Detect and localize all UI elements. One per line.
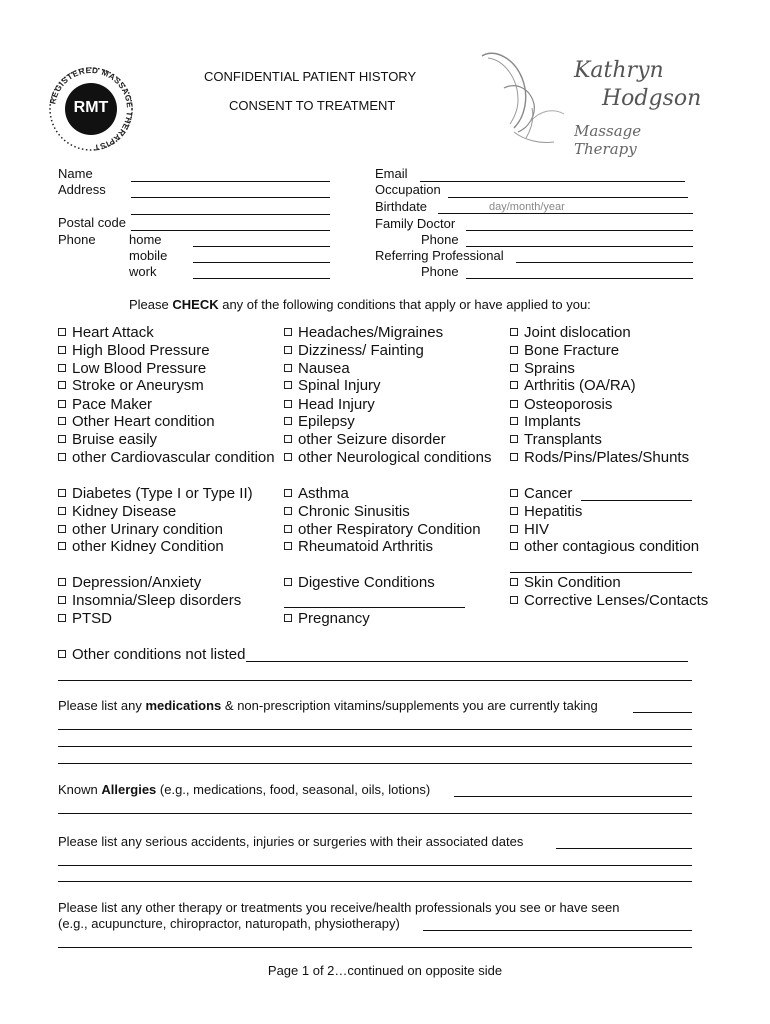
meds-post: & non-prescription vitamins/supplements you are currently taking [221, 698, 598, 713]
medications-question [58, 698, 598, 713]
phone-work-field[interactable] [193, 278, 330, 279]
condition-label: Chronic Sinusitis [298, 503, 410, 520]
checkbox-icon[interactable] [510, 578, 518, 586]
condition-label: Arthritis (OA/RA) [524, 377, 636, 394]
condition-label: Digestive Conditions [298, 574, 435, 591]
checkbox-icon[interactable] [58, 542, 66, 550]
condition-label: Osteoporosis [524, 396, 613, 413]
condition-label: Headaches/Migraines [298, 324, 444, 341]
condition-checkbox[interactable] [58, 342, 210, 359]
allergy-post: (e.g., medications, food, seasonal, oils, lotions) [156, 782, 431, 797]
condition-checkbox[interactable] [58, 538, 224, 555]
checkbox-icon[interactable] [284, 507, 292, 515]
allergies-field-0[interactable] [454, 796, 692, 797]
condition-label: Insomnia/Sleep disorders [72, 592, 242, 609]
condition-checkbox[interactable] [284, 538, 433, 555]
cancer-type-field[interactable] [581, 500, 692, 501]
checkbox-icon[interactable] [284, 578, 292, 586]
medications-field-2[interactable] [58, 746, 692, 747]
condition-label: Head Injury [298, 396, 375, 413]
calla-lily-logo-icon [474, 48, 584, 153]
condition-label: Sprains [524, 360, 575, 377]
condition-checkbox[interactable] [510, 538, 699, 555]
checkbox-icon[interactable] [58, 364, 66, 372]
checkbox-icon[interactable] [58, 328, 66, 336]
referring-phone-field[interactable] [466, 278, 693, 279]
address-field-1[interactable] [131, 197, 330, 198]
birthdate-hint: day/month/year [489, 201, 565, 213]
injuries-field-0[interactable] [556, 848, 692, 849]
checkbox-icon[interactable] [284, 489, 292, 497]
condition-label: other contagious condition [524, 538, 700, 555]
condition-checkbox[interactable] [284, 503, 410, 520]
checkbox-icon[interactable] [510, 364, 518, 372]
condition-label: Corrective Lenses/Contacts [524, 592, 709, 609]
referring-professional-field[interactable] [516, 262, 693, 263]
therapy-question-line1: Please list any other therapy or treatments you receive/health professionals you see or have seen [58, 900, 620, 915]
other-conditions-field-2[interactable] [58, 680, 692, 681]
address-label: Address [58, 182, 106, 197]
phone-label: Phone [58, 232, 96, 247]
condition-label: Joint dislocation [524, 324, 631, 341]
condition-checkbox[interactable] [58, 485, 253, 502]
checkbox-icon[interactable] [510, 507, 518, 515]
condition-checkbox[interactable] [58, 377, 204, 394]
checkbox-icon[interactable] [58, 381, 66, 389]
injuries-field-1[interactable] [58, 865, 692, 866]
condition-checkbox[interactable] [284, 377, 381, 394]
contagious-condition-field[interactable] [510, 572, 692, 573]
postal-code-label: Postal code [58, 215, 126, 230]
seal-label: RMT [73, 99, 109, 116]
referring-phone-label: Phone [421, 264, 459, 279]
checkbox-icon[interactable] [510, 381, 518, 389]
phone-home-label: home [129, 232, 162, 247]
seal-ring-text: REGISTERED MASSAGE THERAPIST [48, 66, 134, 152]
business-logo [474, 48, 704, 158]
condition-checkbox[interactable] [58, 592, 241, 609]
condition-checkbox[interactable] [510, 377, 636, 394]
condition-checkbox[interactable] [510, 485, 572, 502]
condition-checkbox[interactable] [58, 521, 223, 538]
condition-label: other Cardiovascular condition [72, 449, 275, 466]
condition-checkbox[interactable] [510, 521, 549, 538]
condition-checkbox[interactable] [284, 574, 435, 591]
checkbox-icon[interactable] [284, 453, 292, 461]
allergies-question [58, 782, 430, 797]
condition-label: Implants [524, 413, 581, 430]
phone-work-label: work [129, 264, 157, 279]
therapy-field-1[interactable] [58, 947, 692, 948]
checkbox-icon[interactable] [510, 400, 518, 408]
condition-checkbox[interactable] [58, 324, 154, 341]
address-field-2[interactable] [131, 214, 330, 215]
condition-label: Other conditions not listed [72, 646, 246, 663]
form-subtitle: CONSENT TO TREATMENT [229, 98, 396, 113]
checkbox-icon[interactable] [510, 453, 518, 461]
phone-mobile-field[interactable] [193, 262, 330, 263]
condition-checkbox-other[interactable] [58, 646, 245, 663]
checkbox-icon[interactable] [284, 400, 292, 408]
condition-label: Low Blood Pressure [72, 360, 207, 377]
condition-label: Nausea [298, 360, 350, 377]
condition-label: Pregnancy [298, 610, 370, 627]
condition-label: HIV [524, 521, 550, 538]
email-field[interactable] [420, 181, 685, 182]
condition-label: other Neurological conditions [298, 449, 492, 466]
condition-label: Rheumatoid Arthritis [298, 538, 434, 555]
logo-name-last: Hodgson [602, 86, 702, 111]
checkbox-icon[interactable] [58, 489, 66, 497]
condition-checkbox[interactable] [510, 592, 708, 609]
condition-label: Bone Fracture [524, 342, 620, 359]
condition-label: Heart Attack [72, 324, 154, 341]
checkbox-icon[interactable] [510, 417, 518, 425]
name-label: Name [58, 166, 93, 181]
condition-checkbox[interactable] [58, 610, 112, 627]
condition-checkbox[interactable] [510, 449, 689, 466]
logo-name-first: Kathryn [574, 58, 664, 83]
check-intro-bold: CHECK [172, 297, 219, 312]
medications-field-1[interactable] [58, 729, 692, 730]
checkbox-icon[interactable] [284, 542, 292, 550]
phone-mobile-label: mobile [129, 248, 168, 263]
checkbox-icon[interactable] [284, 364, 292, 372]
page-footer: Page 1 of 2…continued on opposite side [267, 963, 503, 978]
checkbox-icon[interactable] [58, 650, 66, 658]
checkbox-icon[interactable] [58, 614, 66, 622]
condition-checkbox[interactable] [58, 449, 275, 466]
condition-label: Stroke or Aneurysm [72, 377, 204, 394]
condition-label: Depression/Anxiety [72, 574, 202, 591]
family-doctor-field[interactable] [466, 230, 693, 231]
condition-checkbox[interactable] [510, 413, 581, 430]
checkbox-icon[interactable] [510, 596, 518, 604]
meds-bold: medications [145, 698, 222, 713]
condition-checkbox[interactable] [510, 342, 619, 359]
birthdate-label: Birthdate [375, 199, 428, 214]
checkbox-icon[interactable] [284, 417, 292, 425]
condition-checkbox[interactable] [284, 342, 424, 359]
checkbox-icon[interactable] [510, 489, 518, 497]
birthdate-field[interactable] [438, 213, 693, 214]
family-doctor-label: Family Doctor [375, 216, 456, 231]
condition-label: Transplants [524, 431, 602, 448]
checkbox-icon[interactable] [510, 435, 518, 443]
checkbox-icon[interactable] [510, 328, 518, 336]
checkbox-icon[interactable] [58, 596, 66, 604]
checkbox-icon[interactable] [58, 453, 66, 461]
checkbox-icon[interactable] [58, 417, 66, 425]
condition-label: PTSD [72, 610, 113, 627]
condition-checkbox[interactable] [284, 431, 446, 448]
condition-label: Dizziness/ Fainting [298, 342, 424, 359]
condition-label: Skin Condition [524, 574, 621, 591]
condition-checkbox[interactable] [510, 431, 602, 448]
condition-checkbox[interactable] [58, 503, 176, 520]
condition-label: other Seizure disorder [298, 431, 446, 448]
therapy-field-0[interactable] [423, 930, 692, 931]
digestive-condition-field[interactable] [284, 607, 465, 608]
allergy-bold: Allergies [101, 782, 157, 797]
condition-checkbox[interactable] [284, 485, 349, 502]
check-instructions [129, 297, 591, 312]
condition-checkbox[interactable] [58, 396, 152, 413]
condition-checkbox[interactable] [510, 503, 582, 520]
condition-label: Hepatitis [524, 503, 583, 520]
occupation-field[interactable] [448, 197, 688, 198]
condition-label: Kidney Disease [72, 503, 177, 520]
allergy-pre: Known [58, 782, 102, 797]
condition-label: Epilepsy [298, 413, 355, 430]
checkbox-icon[interactable] [510, 525, 518, 533]
condition-label: High Blood Pressure [72, 342, 210, 359]
doctor-phone-field[interactable] [466, 246, 693, 247]
checkbox-icon[interactable] [284, 346, 292, 354]
email-label: Email [375, 166, 408, 181]
allergies-field-1[interactable] [58, 813, 692, 814]
condition-label: Other Heart condition [72, 413, 215, 430]
medications-field-0[interactable] [633, 712, 692, 713]
condition-checkbox[interactable] [510, 324, 631, 341]
name-field[interactable] [131, 181, 330, 182]
logo-tagline: Massage Therapy [574, 122, 642, 158]
phone-home-field[interactable] [193, 246, 330, 247]
checkbox-icon[interactable] [58, 346, 66, 354]
postal-code-field[interactable] [131, 230, 330, 231]
condition-label: Bruise easily [72, 431, 158, 448]
other-conditions-field-1[interactable] [246, 661, 688, 662]
checkbox-icon[interactable] [510, 542, 518, 550]
condition-label: Asthma [298, 485, 349, 502]
condition-checkbox[interactable] [284, 521, 481, 538]
condition-checkbox[interactable] [284, 413, 355, 430]
condition-label: Diabetes (Type I or Type II) [72, 485, 253, 502]
condition-checkbox[interactable] [510, 396, 612, 413]
form-title: CONFIDENTIAL PATIENT HISTORY [204, 69, 417, 84]
injuries-field-2[interactable] [58, 881, 692, 882]
therapy-question-line2: (e.g., acupuncture, chiropractor, naturopath, physiotherapy) [58, 916, 400, 931]
condition-checkbox[interactable] [510, 574, 621, 591]
checkbox-icon[interactable] [58, 578, 66, 586]
referring-professional-label: Referring Professional [375, 248, 504, 263]
condition-checkbox[interactable] [284, 449, 491, 466]
condition-checkbox[interactable] [284, 610, 370, 627]
checkbox-icon[interactable] [58, 435, 66, 443]
check-intro-post: any of the following conditions that apply or have applied to you: [218, 297, 591, 312]
condition-checkbox[interactable] [284, 324, 443, 341]
condition-checkbox[interactable] [284, 360, 350, 377]
condition-label: Rods/Pins/Plates/Shunts [524, 449, 690, 466]
condition-label: other Urinary condition [72, 521, 223, 538]
meds-pre: Please list any [58, 698, 146, 713]
condition-label: Spinal Injury [298, 377, 381, 394]
condition-checkbox[interactable] [284, 396, 375, 413]
checkbox-icon[interactable] [510, 346, 518, 354]
checkbox-icon[interactable] [284, 328, 292, 336]
checkbox-icon[interactable] [58, 400, 66, 408]
occupation-label: Occupation [375, 182, 441, 197]
condition-checkbox[interactable] [58, 431, 157, 448]
condition-checkbox[interactable] [58, 413, 215, 430]
checkbox-icon[interactable] [284, 525, 292, 533]
checkbox-icon[interactable] [284, 381, 292, 389]
checkbox-icon[interactable] [58, 525, 66, 533]
checkbox-icon[interactable] [58, 507, 66, 515]
condition-checkbox[interactable] [58, 574, 201, 591]
condition-label: other Respiratory Condition [298, 521, 481, 538]
condition-label: Cancer [524, 485, 573, 502]
injuries-question: Please list any serious accidents, injuries or surgeries with their associated dates [58, 834, 524, 849]
condition-checkbox[interactable] [58, 360, 206, 377]
condition-label: other Kidney Condition [72, 538, 224, 555]
condition-label: Pace Maker [72, 396, 153, 413]
rmt-seal [48, 66, 134, 152]
doctor-phone-label: Phone [421, 232, 459, 247]
condition-checkbox[interactable] [510, 360, 575, 377]
check-intro-pre: Please [129, 297, 173, 312]
checkbox-icon[interactable] [284, 614, 292, 622]
checkbox-icon[interactable] [284, 435, 292, 443]
medications-field-3[interactable] [58, 763, 692, 764]
